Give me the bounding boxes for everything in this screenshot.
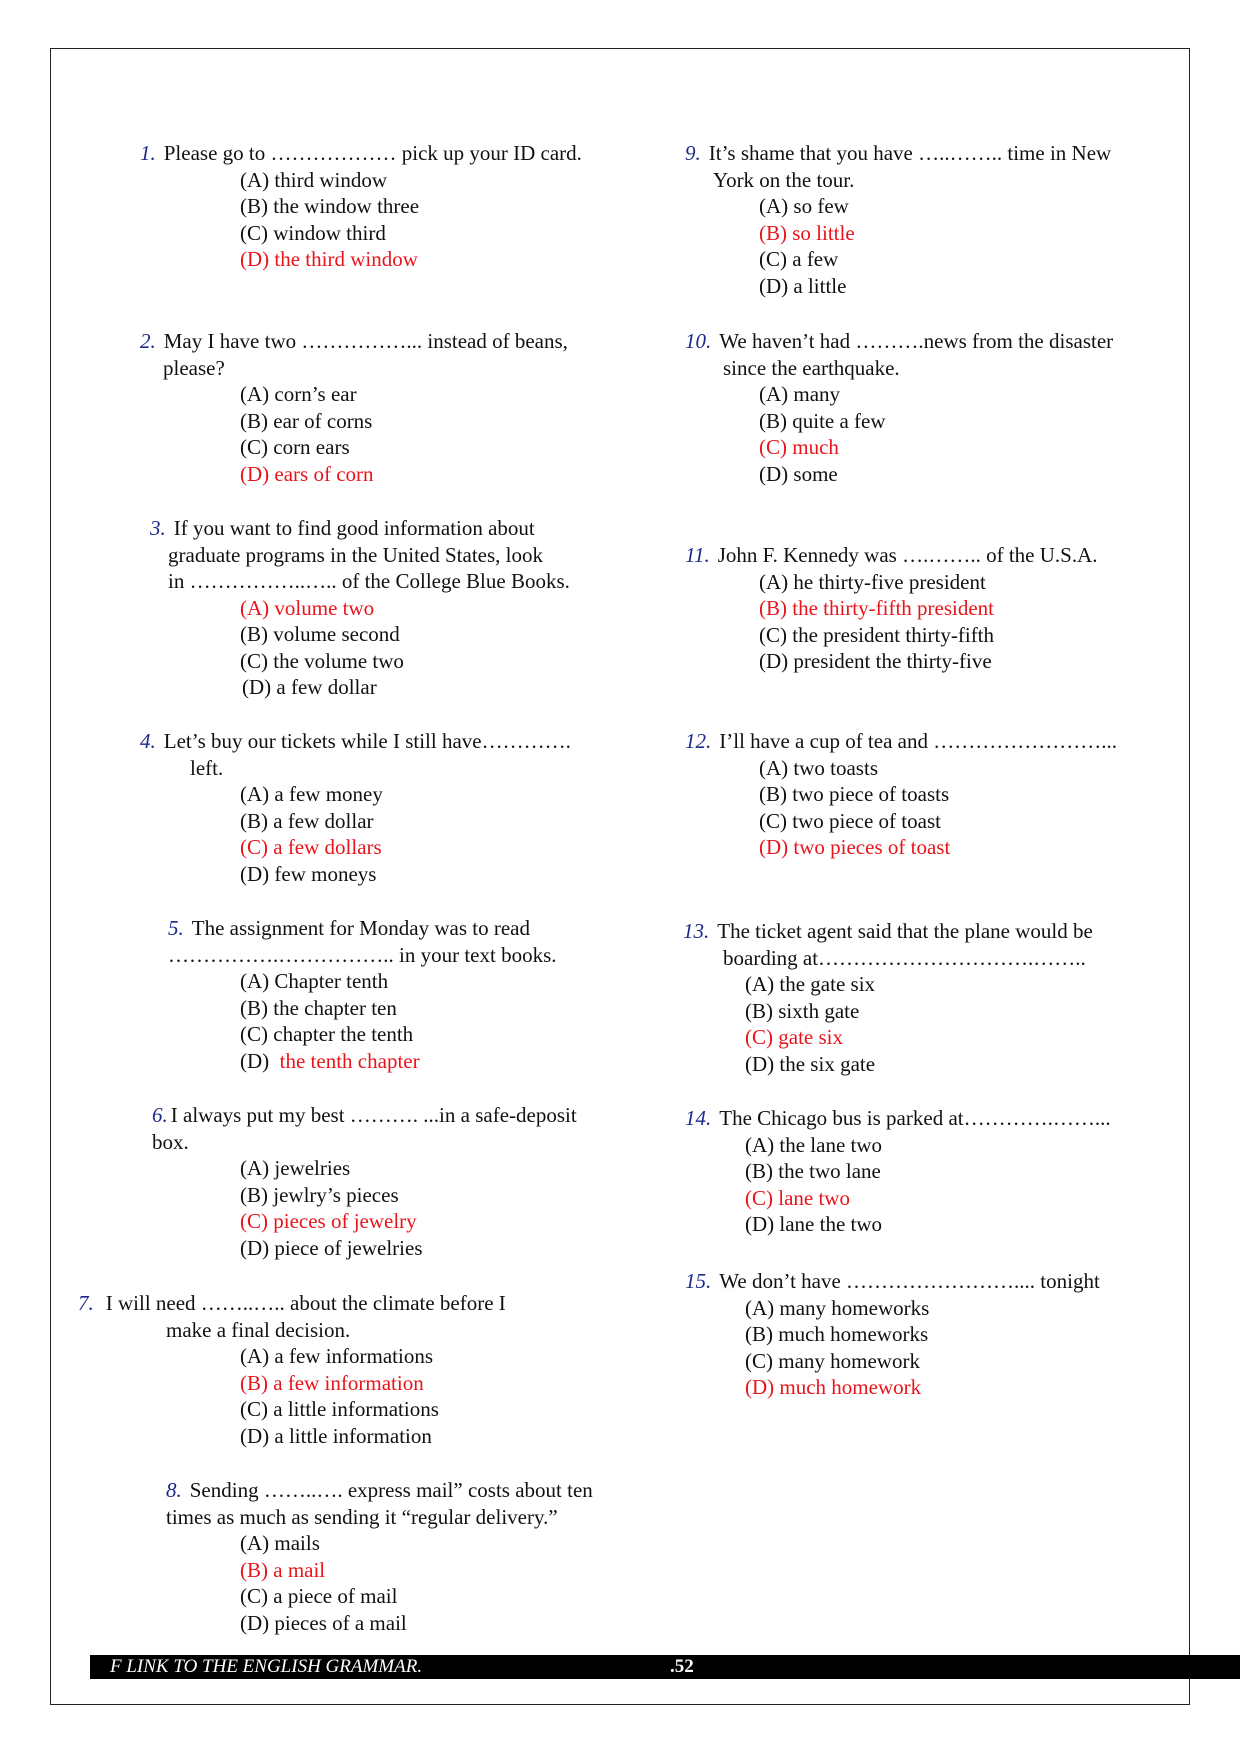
option-a: (A) so few [759, 194, 849, 218]
question-number: 9. [685, 141, 701, 165]
option-c: (C) two piece of toast [759, 808, 941, 833]
question-number: 14. [685, 1106, 712, 1130]
question-number: 5. [168, 916, 184, 940]
option-d-correct: (D) ears of corn [240, 461, 374, 486]
option-d: (D) the six gate [745, 1051, 876, 1076]
option-a: (A) the gate six [745, 972, 876, 996]
option-d-correct-text: the tenth chapter [279, 1048, 420, 1073]
option-d: (D) a little [759, 273, 847, 298]
question-number: 1. [140, 141, 156, 165]
option-d: (D) the tenth chapter [240, 1048, 420, 1073]
option-c: (C) the volume two [240, 648, 404, 673]
footer-title: F LINK TO THE ENGLISH GRAMMAR. [110, 1656, 423, 1677]
page-number: .52 [670, 1656, 694, 1677]
footer-bar [90, 1655, 1240, 1679]
question-3: 3. If you want to find good information about graduate programs in the United States, look in ……………..….. of the College Blue Books. (A) volume two (B) volume second (C) the volume two (D) a few dollar [150, 515, 570, 701]
option-c: (C) a piece of mail [240, 1584, 398, 1608]
option-a: (A) jewelries [240, 1156, 351, 1180]
question-number: 3. [150, 516, 166, 540]
option-b: (B) ear of corns [240, 408, 373, 433]
option-d: (D) some [759, 461, 838, 486]
question-number: 12. [685, 729, 712, 753]
option-a: (A) he thirty-five president [759, 569, 986, 594]
question-9: 9. It’s shame that you have …..…….. time in New York on the tour. (A) so few (B) so little (C) a few (D) a little [685, 140, 1111, 299]
option-a: (A) mails [240, 1531, 320, 1555]
question-11: 11. John F. Kennedy was ….…….. of the U.S.A. (A) he thirty-five president (B) the thirty-fifth president (C) the president thirty-fifth (D) president the thirty-five [685, 542, 1098, 675]
option-a: (A) Chapter tenth [240, 969, 389, 993]
option-b-correct: (B) so little [759, 220, 855, 245]
option-b: (B) sixth gate [745, 998, 860, 1023]
option-c-correct: (C) a few dollars [240, 835, 382, 859]
option-c-correct: (C) pieces of jewelry [240, 1209, 417, 1233]
option-b: (B) the two lane [745, 1159, 881, 1183]
option-a: (A) two toasts [759, 755, 878, 780]
question-number: 4. [140, 729, 156, 753]
question-14: 14. The Chicago bus is parked at………….……... (A) the lane two (B) the two lane (C) lane two (D) lane the two [685, 1105, 1111, 1238]
option-d: (D) a few dollar [242, 675, 377, 699]
option-a: (A) the lane two [745, 1132, 883, 1157]
question-text: 1. Please go to ……………… pick up your ID card. [140, 141, 582, 165]
question-number: 8. [166, 1478, 182, 1502]
option-b: (B) a few dollar [240, 808, 374, 833]
option-c: (C) many homework [745, 1348, 920, 1373]
question-10: 10. We haven’t had ……….news from the disaster since the earthquake. (A) many (B) quite a few (C) much (D) some [685, 328, 1113, 487]
question-2: 2. May I have two ……………... instead of beans, please? (A) corn’s ear (B) ear of corns (C) corn ears (D) ears of corn [140, 328, 568, 487]
option-b: (B) the window three [240, 194, 420, 218]
question-15: 15. We don’t have …………………….... tonight (A) many homeworks (B) much homeworks (C) many homework (D) much homework [685, 1268, 1100, 1401]
option-a: (A) a few money [240, 782, 383, 806]
option-b: (B) two piece of toasts [759, 782, 950, 806]
option-d-correct: (D) much homework [745, 1375, 922, 1399]
option-a-correct: (A) volume two [240, 595, 375, 620]
option-c: (C) corn ears [240, 435, 350, 459]
question-number: 13. [683, 919, 710, 943]
option-d: (D) lane the two [745, 1212, 883, 1236]
option-b-correct: (B) the thirty-fifth president [759, 596, 995, 620]
option-b: (B) volume second [240, 622, 400, 646]
option-c: (C) chapter the tenth [240, 1022, 414, 1046]
option-a: (A) third window [240, 167, 387, 192]
question-number: 11. [685, 543, 710, 567]
option-c-correct: (C) gate six [745, 1025, 843, 1049]
option-d: (D) few moneys [240, 861, 377, 886]
option-b: (B) much homeworks [745, 1322, 929, 1346]
option-d: (D) a little information [240, 1423, 432, 1448]
question-number: 7. [78, 1291, 94, 1315]
question-7: 7. I will need ……..….. about the climate before I make a final decision. (A) a few informations (B) a few information (C) a little informations (D) a little information [78, 1290, 506, 1449]
question-number: 2. [140, 329, 156, 353]
option-c-correct: (C) much [759, 435, 839, 459]
option-d: (D) piece of jewelries [240, 1235, 423, 1260]
question-6: 6. I always put my best ………. ...in a safe-deposit box. (A) jewelries (B) jewlry’s pieces (C) pieces of jewelry (D) piece of jewelries [152, 1102, 577, 1261]
option-a: (A) many [759, 382, 841, 406]
question-5: 5. The assignment for Monday was to read …………….…………….. in your text books. (A) Chapter tenth (B) the chapter ten (C) chapter the tenth (D) the tenth chapter [168, 915, 557, 1074]
option-d-correct: (D) two pieces of toast [759, 835, 951, 859]
option-b-correct: (B) a few information [240, 1370, 424, 1395]
option-b: (B) the chapter ten [240, 995, 397, 1020]
option-d: (D) president the thirty-five [759, 649, 992, 673]
question-number: 15. [685, 1269, 712, 1293]
option-d: (D) pieces of a mail [240, 1610, 407, 1635]
question-12: 12. I’ll have a cup of tea and ……………………... (A) two toasts (B) two piece of toasts (C) two piece of toast (D) two pieces of toast [685, 728, 1117, 861]
option-a: (A) corn’s ear [240, 382, 357, 406]
option-c: (C) window third [240, 220, 386, 245]
option-c: (C) the president thirty-fifth [759, 622, 995, 647]
question-8: 8. Sending ……..…. express mail” costs about ten times as much as sending it “regular delivery.” (A) mails (B) a mail (C) a piece of mail (D) pieces of a mail [166, 1477, 593, 1636]
option-d-correct: (D) the third window [240, 247, 418, 271]
question-4: 4. Let’s buy our tickets while I still have…………. left. (A) a few money (B) a few dollar (C) a few dollars (D) few moneys [140, 728, 571, 887]
option-c: (C) a few [759, 247, 839, 271]
option-a: (A) many homeworks [745, 1295, 930, 1320]
question-number: 10. [685, 329, 712, 353]
question-1 [140, 140, 582, 273]
option-a: (A) a few informations [240, 1344, 434, 1368]
question-number: 6. [152, 1103, 168, 1127]
option-b-correct: (B) a mail [240, 1557, 326, 1582]
option-b: (B) jewlry’s pieces [240, 1182, 399, 1207]
question-13: 13. The ticket agent said that the plane would be boarding at………………………….…….. (A) the gate six (B) sixth gate (C) gate six (D) the six gate [683, 918, 1093, 1077]
option-b: (B) quite a few [759, 408, 886, 433]
option-c: (C) a little informations [240, 1397, 439, 1421]
option-c-correct: (C) lane two [745, 1185, 850, 1210]
